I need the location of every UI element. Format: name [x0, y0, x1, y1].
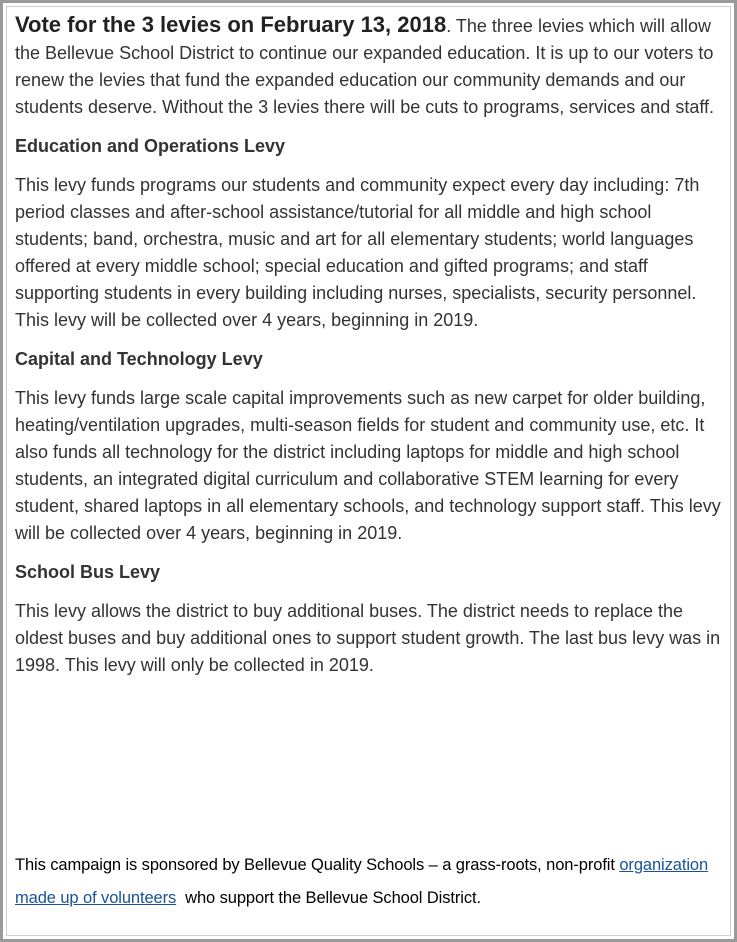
volunteers-link[interactable]: organization made up of volunteers: [15, 856, 709, 907]
section-heading-capital: Capital and Technology Levy: [15, 349, 263, 369]
section-body-capital: This levy funds large scale capital improvements such as new carpet for older building, heating/ventilation upgrades, multi-season fields for student and community use, etc. It also funds all technology for the district including laptops for middle and high school students, an integrated digital curriculum and collaborative STEM learning for every student, shared laptops in all elementary schools, and technology support staff. This levy will be collected over 4 years, beginning in 2019.: [15, 388, 721, 543]
footer-text-before: This campaign is sponsored by Bellevue Quality Schools – a grass-roots, non-profit: [15, 856, 620, 874]
flyer-content: [15, 11, 727, 691]
section-heading-education: Education and Operations Levy: [15, 136, 286, 156]
intro-paragraph: [15, 11, 727, 121]
section-heading-bus: School Bus Levy: [15, 562, 161, 582]
footer-text-after: who support the Bellevue School District.: [176, 889, 481, 907]
section-body-bus: This levy allows the district to buy additional buses. The district needs to replace the oldest buses and buy additional ones to support student growth. The last bus levy was in 1998. This levy will only be collected in 2019.: [15, 601, 721, 675]
intro-title: Vote for the 3 levies on February 13, 2018: [15, 12, 447, 37]
section-body-education: This levy funds programs our students and community expect every day including: 7th period classes and after-school assistance/tutorial for all middle and high school students; band, orchestra, music and art for all elementary students; world languages offered at every middle school; special education and gifted programs; and staff supporting students in every building including nurses, specialists, security personnel. This levy will be collected over 4 years, beginning in 2019.: [15, 175, 700, 330]
intro-text: . The three levies which will allow the Bellevue School District to continue our expanded education. It is up to our voters to renew the levies that fund the expanded education our community demands and our students deserve. Without the 3 levies there will be cuts to programs, services and staff.: [15, 16, 715, 117]
sponsor-footer: [15, 849, 731, 915]
